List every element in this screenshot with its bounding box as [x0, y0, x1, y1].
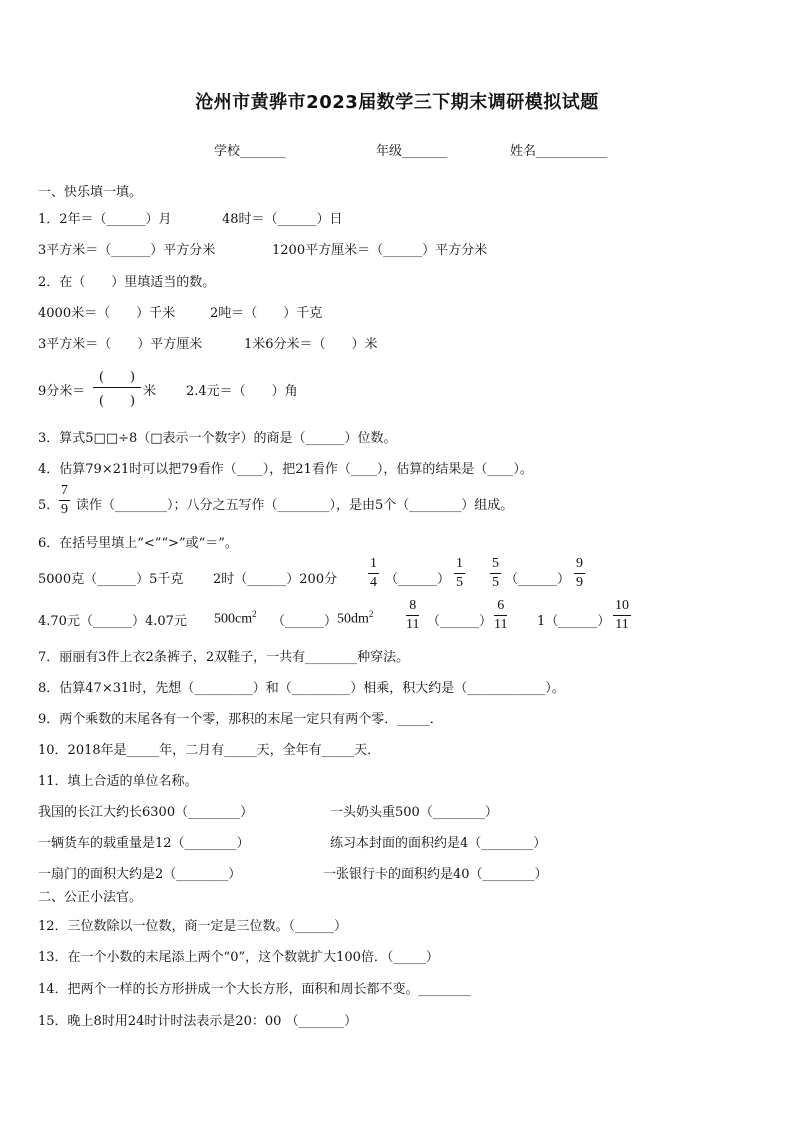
area-value-left: 500cm — [214, 611, 253, 627]
question-11-title: 11．填上合适的单位名称。 — [38, 774, 198, 789]
question-13: 13．在一个小数的末尾添上两个“0”，这个数就扩大100倍．（_____） — [38, 950, 439, 965]
section-heading-2: 二、公正小法官。 — [38, 890, 143, 905]
section-heading-1: 一、快乐填一填。 — [38, 185, 143, 200]
question-11e: 一扇门的面积大约是2（________） — [38, 867, 242, 882]
question-14: 14．把两个一样的长方形拼成一个大长方形，面积和周长都不变。________ — [38, 982, 471, 997]
question-2f: 2.4元＝（ ）角 — [186, 384, 298, 399]
question-7: 7．丽丽有3件上衣2条裤子，2双鞋子，一共有________种穿法。 — [38, 650, 410, 665]
question-4: 4．估算79×21时可以把79看作（____），把21看作（____），估算的结果是（____）。 — [38, 462, 533, 477]
fraction-numerator: 10 — [613, 598, 631, 616]
area-value-right: 50dm — [337, 611, 369, 627]
question-1a: 1．2年＝（______）月 — [38, 212, 172, 227]
question-6g-fraction-right — [494, 598, 507, 633]
question-2b: 2吨＝（ ）千克 — [210, 306, 323, 321]
question-5-text: 读作（________）；八分之五写作（________），是由5个（________）组成。 — [76, 498, 514, 513]
question-6a: 5000克（______）5千克 — [38, 572, 184, 587]
question-2c: 3平方米＝（ ）平方厘米 — [38, 337, 203, 352]
fraction-denominator: 11 — [494, 617, 508, 632]
fraction-denominator: 5 — [456, 575, 463, 590]
question-9: 9．两个乘数的末尾各有一个零，那积的末尾一定只有两个零．_____． — [38, 712, 443, 727]
fraction-denominator: 9 — [61, 502, 68, 517]
question-11b: 一头奶头重500（________） — [330, 805, 498, 820]
question-6c-blank: （______） — [385, 572, 451, 587]
question-12: 12．三位数除以一位数，商一定是三位数。（______） — [38, 919, 348, 934]
question-6f-blank: （______） — [272, 614, 338, 629]
question-15: 15．晚上8时用24时计时法表示是20：00 （_______） — [38, 1014, 358, 1029]
question-6h-fraction — [613, 598, 631, 633]
question-2e-fraction — [93, 366, 141, 409]
question-1b: 48时＝（______）日 — [222, 212, 343, 227]
question-8: 8．估算47×31时，先想（_________）和（_________）相乘，积大约是（____________）。 — [38, 681, 565, 696]
question-6c-fraction-left — [368, 556, 379, 591]
fraction-denominator: 11 — [615, 617, 629, 632]
question-11a: 我国的长江大约长6300（________） — [38, 805, 254, 820]
question-5-prefix: 5． — [38, 498, 60, 513]
question-6-title: 6．在括号里填上“<”“>”或“＝”。 — [38, 536, 238, 551]
question-1c: 3平方米＝（______）平方分米 — [38, 243, 216, 258]
question-6h: 1（______） — [537, 614, 611, 629]
question-6d-fraction-right — [574, 556, 585, 591]
question-5-fraction — [59, 483, 70, 518]
question-11d: 练习本封面的面积约是4（________） — [330, 836, 547, 851]
question-3: 3．算式5□□÷8（□表示一个数字）的商是（______）位数。 — [38, 431, 397, 446]
question-2e-prefix: 9分米＝ — [38, 384, 86, 399]
question-1d: 1200平方厘米＝（______）平方分米 — [272, 243, 488, 258]
school-field: 学校_______ — [214, 144, 286, 159]
question-6g-fraction-left — [406, 598, 419, 633]
name-field: 姓名___________ — [510, 144, 608, 159]
question-2-title: 2．在（ ）里填适当的数。 — [38, 275, 216, 290]
fraction-numerator: 1 — [368, 556, 379, 574]
fraction-denominator: 11 — [406, 617, 420, 632]
question-6c-fraction-right — [454, 556, 465, 591]
fraction-numerator: 7 — [59, 483, 70, 501]
fraction-numerator: 5 — [490, 556, 501, 574]
fraction-denominator: 9 — [576, 575, 583, 590]
grade-field: 年级_______ — [376, 144, 448, 159]
fraction-numerator: 9 — [574, 556, 585, 574]
question-6e: 4.70元（______）4.07元 — [38, 614, 187, 629]
fraction-numerator: 8 — [406, 598, 419, 616]
question-6d-fraction-left — [490, 556, 501, 591]
question-11c: 一辆货车的载重量是12（________） — [38, 836, 250, 851]
question-2a: 4000米＝（ ）千米 — [38, 306, 176, 321]
page-title: 沧州市黄骅市2023届数学三下期末调研模拟试题 — [195, 92, 599, 113]
exponent: 2 — [368, 609, 374, 619]
fraction-numerator: 1 — [454, 556, 465, 574]
question-11f: 一张银行卡的面积约是40（________） — [323, 867, 548, 882]
fraction-denominator: 4 — [370, 575, 377, 590]
question-10: 10．2018年是_____年，二月有_____天，全年有_____天． — [38, 743, 381, 758]
question-6f — [214, 609, 257, 628]
question-6f-right — [337, 609, 373, 628]
fraction-numerator: 6 — [494, 598, 507, 616]
fraction-denominator: ( ) — [98, 394, 136, 409]
question-2e-suffix: 米 — [143, 384, 157, 399]
fraction-numerator: ( ) — [93, 366, 141, 388]
exponent: 2 — [252, 609, 257, 619]
fraction-denominator: 5 — [492, 575, 499, 590]
question-6b: 2时（______）200分 — [213, 572, 338, 587]
question-2d: 1米6分米＝（ ）米 — [244, 337, 378, 352]
question-6g-blank: （______） — [427, 614, 493, 629]
question-6d-blank: （______） — [505, 572, 571, 587]
